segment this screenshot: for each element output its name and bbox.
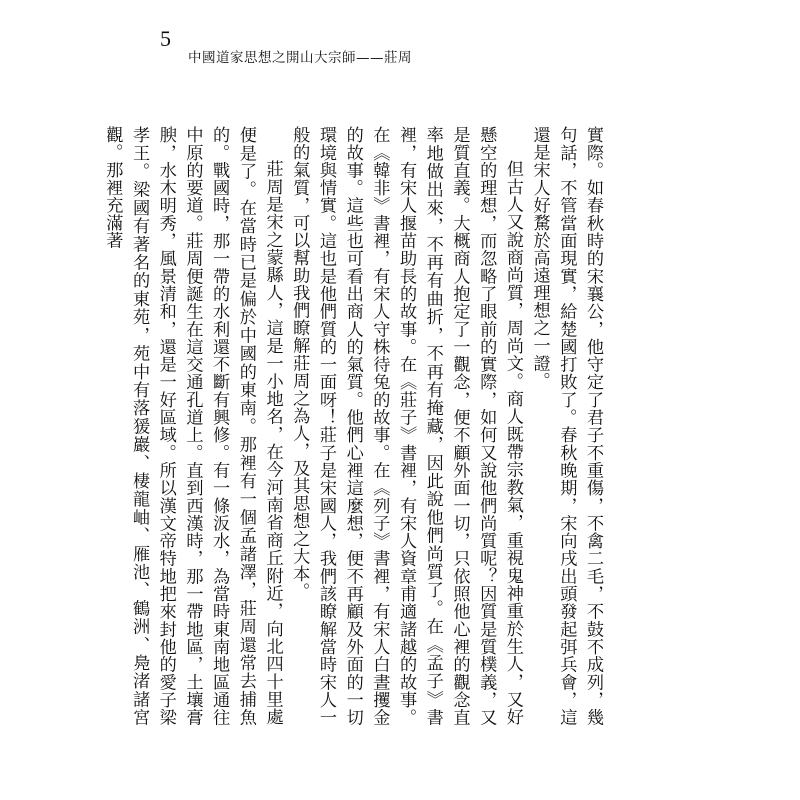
running-header-title: 中國道家思想之開山大宗師——莊周: [188, 50, 412, 66]
body-text: [102, 126, 606, 726]
paragraph-2: 但古人又說商尚質，周尚文。商人既帶宗教氣，重視鬼神重於生人，又好懸空的理想，而忽略了眼前的實際，如何又說他們尚質呢？因質是質樸義，又是質直義。大概商人抱定了一觀念，便不顧外面一切，只依照他心裡的觀念直率地做出來，不再有曲折，不再有掩藏，因此說他們尚質了。在《孟子》書裡，有宋人揠苗助長的故事。在《莊子》書裡，有宋人資章甫適諸越的故事。在《韓非》書裡，有宋人守株待兔的故事。在《列子》書裡，有宋人白晝攫金的故事。這些也可看出商人的氣質。他們心裡這麼想，便不再顧及外面的一切環境與情實。這也是他們質的一面呀！莊子是宋國人，我們該瞭解當時宋人一般的氣質，可以幫助我們瞭解莊周之為人，及其思想之大本。: [289, 126, 523, 726]
paragraph-1: 實際。如春秋時的宋襄公，他守定了君子不重傷，不禽二毛，不鼓不成列，幾句話，不管當面現實，給楚國打敗了。春秋晚期，宋向戌出頭發起弭兵會，這還是宋人好騖於高遠理想之一證。: [529, 126, 603, 726]
paragraph-3: 莊周是宋之蒙縣人，這是一小地名，在今河南省商丘附近，向北四十里處便是了。在當時已是偏於中國的東南。那裡有一個孟諸澤，莊周還常去捕魚的。戰國時，那一帶的水利還不斷有興修。有一條汳水，為當時東南地區通往中原的要道。莊周便誕生在這交通孔道上。直到西漢時，那一帶地區，土壤膏腴，水木明秀，風景清和，還是一好區域。所以漢文帝特地把來封他的愛子梁孝王。梁國有著名的東苑，苑中有落猨巖、棲龍岫、雁池、鶴洲、鳧渚諸宮觀。那裡充滿著: [102, 126, 283, 726]
page-number: 5: [160, 26, 171, 51]
